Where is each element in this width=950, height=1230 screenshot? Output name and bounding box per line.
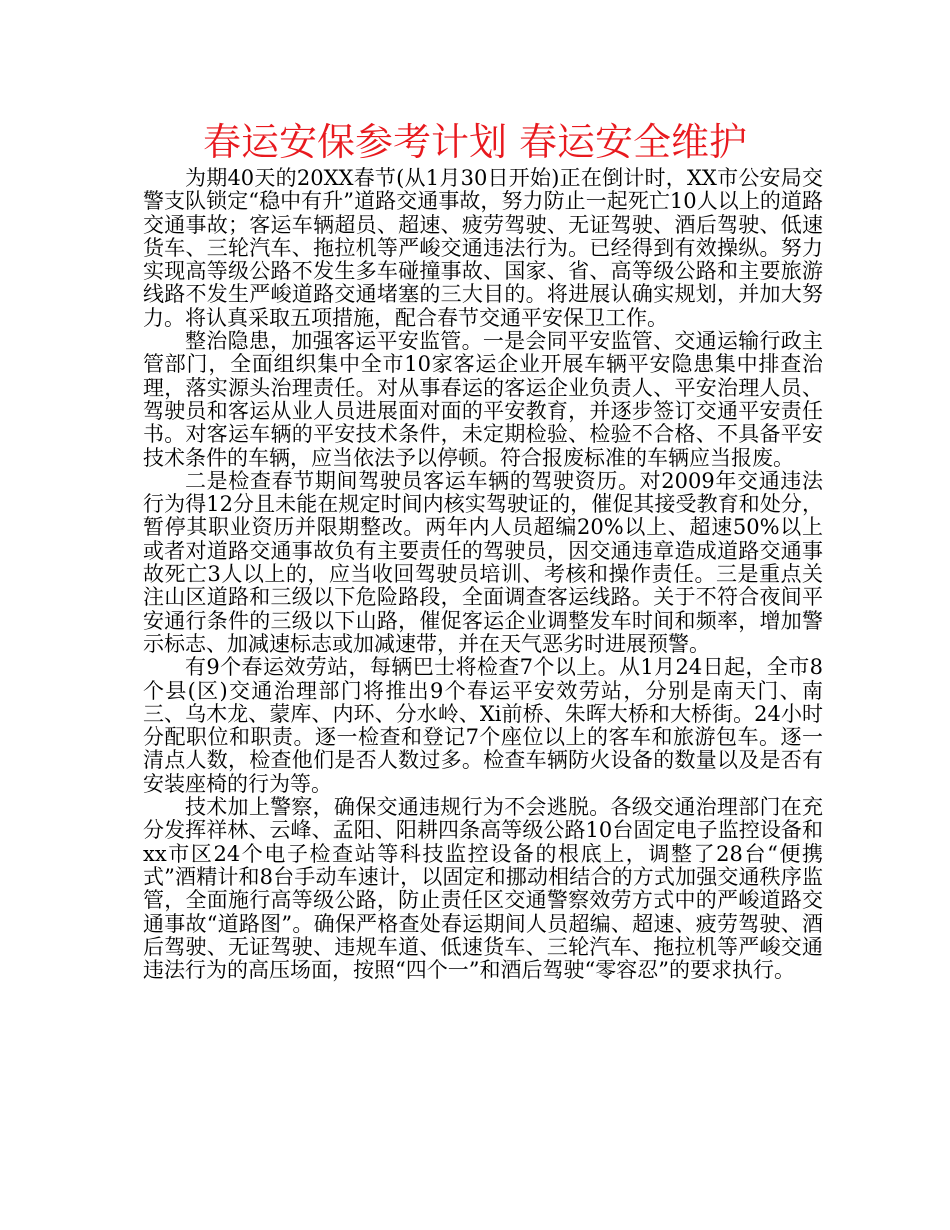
document-title: 春运安保参考计划 春运安全维护 — [202, 120, 748, 164]
document-body — [143, 167, 823, 982]
paragraph-intro: 为期40天的20XX春节(从1月30日开始)正在倒计时，XX市公安局交警支队锁定“稳中有升”道路交通事故，努力防止一起死亡10人以上的道路交通事故；客运车辆超员、超速、疲劳驾驶、无证驾驶、酒后驾驶、低速货车、三轮汽车、拖拉机等严峻交通违法行为。已经得到有效操纵。努力实现高等级公路不发生多车碰撞事故、国家、省、高等级公路和主要旅游线路不发生严峻道路交通堵塞的三大目的。将进展认确实规划，并加大努力。将认真采取五项措施，配合春节交通平安保卫工作。 — [143, 166, 823, 330]
paragraph-technology-police: 技术加上警察，确保交通违规行为不会逃脱。各级交通治理部门在充分发挥祥林、云峰、孟阳、阳耕四条高等级公路10台固定电子监控设备和xx市区24个电子检查站等科技监控设备的根底上，调整了28台“便携式”酒精计和8台手动车速计，以固定和挪动相结合的方式加强交通秩序监管，全面施行高等级公路，防止责任区交通警察效劳方式中的严峻道路交通事故“道路图”。确保严格查处春运期间人员超编、超速、疲劳驾驶、酒后驾驶、无证驾驶、违规车道、低速货车、三轮汽车、拖拉机等严峻交通违法行为的高压场面，按照“四个一”和酒后驾驶“零容忍”的要求执行。 — [143, 795, 823, 983]
paragraph-driver-qualification: 二是检查春节期间驾驶员客运车辆的驾驶资历。对2009年交通违法行为得12分且未能在规定时间内核实驾驶证的，催促其接受教育和处分，暂停其职业资历并限期整改。两年内人员超编20%以上、超速50%以上或者对道路交通事故负有主要责任的驾驶员，因交通违章造成道路交通事故死亡3人以上的，应当收回驾驶员培训、考核和操作责任。三是重点关注山区道路和三级以下危险路段，全面调查客运线路。关于不符合夜间平安通行条件的三级以下山路，催促客运企业调整发车时间和频率，增加警示标志、加减速标志或加减速带，并在天气恶劣时进展预警。 — [143, 468, 823, 656]
paragraph-service-stations: 有9个春运效劳站，每辆巴士将检查7个以上。从1月24日起，全市8个县(区)交通治理部门将推出9个春运平安效劳站，分别是南天门、南三、乌木龙、蒙库、内环、分水岭、Xi前桥、朱晖大桥和大桥街。24小时分配职位和职责。逐一检查和登记7个座位以上的客车和旅游包车。逐一清点人数，检查他们是否人数过多。检查车辆防火设备的数量以及是否有安装座椅的行为等。 — [143, 655, 823, 796]
paragraph-rectify-hazards: 整治隐患，加强客运平安监管。一是会同平安监管、交通运输行政主管部门，全面组织集中全市10家客运企业开展车辆平安隐患集中排查治理，落实源头治理责任。对从事春运的客运企业负责人、平安治理人员、驾驶员和客运从业人员进展面对面的平安教育，并逐步签订交通平安责任书。对客运车辆的平安技术条件，未定期检验、检验不合格、不具备平安技术条件的车辆，应当依法予以停顿。符合报废标准的车辆应当报废。 — [143, 329, 823, 470]
